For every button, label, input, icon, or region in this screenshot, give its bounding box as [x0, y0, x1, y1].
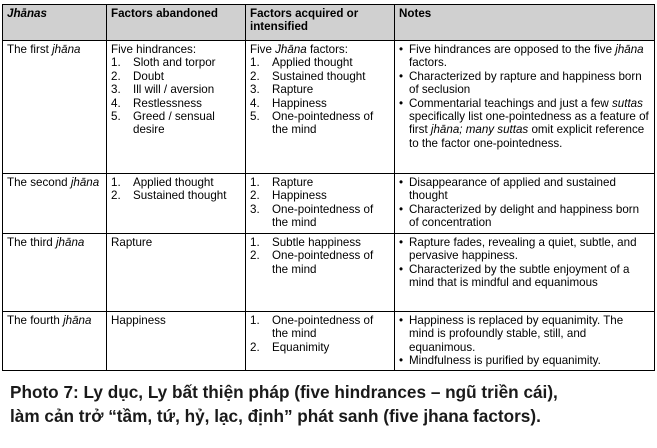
list-item: 3. Rapture — [250, 83, 314, 97]
cell-factors-abandoned: Happiness — [107, 312, 246, 371]
list-item: • Disappearance of applied and sustained thought — [399, 176, 616, 203]
list-item: 4. Restlessness — [111, 96, 202, 110]
cell-notes — [395, 234, 655, 312]
list-item: 1. Subtle happiness — [250, 236, 361, 249]
cell-factors-acquired — [246, 234, 395, 312]
cell-notes — [395, 312, 655, 371]
caption-line-2: làm cản trở “tầm, tứ, hỷ, lạc, định” phát sanh (five jhana factors). — [10, 406, 541, 426]
cell-notes — [395, 174, 655, 234]
cell-factors-acquired — [246, 312, 395, 371]
list-item: • Rapture fades, revealing a quiet, subtle, and pervasive happiness. — [399, 236, 637, 263]
table-row-fourth-jhana — [3, 312, 655, 371]
table-row-first-jhana — [3, 41, 655, 174]
table-row-second-jhana — [3, 174, 655, 234]
cell-jhana-name: The first jhāna — [3, 41, 107, 174]
table-row-third-jhana — [3, 234, 655, 312]
cell-factors-abandoned — [107, 174, 246, 234]
photo-caption — [10, 380, 655, 428]
list-item: 5. Greed / sensual desire — [111, 110, 215, 137]
list-item: 2. Sustained thought — [111, 189, 227, 203]
list-item: • Mindfulness is purified by equanimity. — [399, 354, 601, 368]
list-item: 2. Equanimity — [250, 340, 330, 354]
list-item: 2. Happiness — [250, 189, 327, 203]
list-item: • Happiness is replaced by equanimity. The mind is profoundly stable, still, and equanimous. — [399, 314, 624, 354]
list-item: 2. One-pointedness of the mind — [250, 249, 374, 276]
list-item: 1. Rapture — [250, 176, 314, 189]
cell-jhana-name: The fourth jhāna — [3, 312, 107, 371]
caption-line-1: Photo 7: Ly dục, Ly bất thiện pháp (five hindrances – ngũ triền cái), — [10, 382, 558, 402]
header-jhanas: Jhānas — [3, 5, 107, 41]
list-item: • Characterized by the subtle enjoyment of a mind that is mindful and equanimous — [399, 262, 630, 290]
header-notes: Notes — [395, 5, 655, 41]
cell-factors-acquired — [246, 41, 395, 174]
list-item: 1. One-pointedness of the mind — [250, 314, 374, 341]
cell-factors-abandoned — [107, 41, 246, 174]
header-factors-abandoned: Factors abandoned — [107, 5, 246, 41]
cell-notes — [395, 41, 655, 174]
list-item: • Commentarial teachings and just a few suttas specifically list one-pointedness as a feature of first jhāna; many suttas omit explicit reference to the factor one-pointedness. — [399, 96, 649, 150]
list-item: 2. Doubt — [111, 69, 164, 83]
list-item: 3. Ill will / aversion — [111, 83, 215, 97]
list-item: 3. One-pointedness of the mind — [250, 202, 374, 230]
header-factors-acquired: Factors acquired or intensified — [246, 5, 395, 41]
list-item: • Characterized by rapture and happiness born of seclusion — [399, 69, 642, 97]
abandoned-intro: Five hindrances: — [111, 43, 197, 56]
acquired-intro: Five Jhāna factors: — [250, 43, 348, 56]
jhana-table — [2, 4, 655, 371]
cell-factors-abandoned: Rapture — [107, 234, 246, 312]
cell-factors-acquired — [246, 174, 395, 234]
list-item: 1. Sloth and torpor — [111, 56, 216, 70]
list-item: 5. One-pointedness of the mind — [250, 110, 374, 137]
table-header-row — [3, 5, 655, 41]
list-item: 1. Applied thought — [111, 176, 214, 189]
cell-jhana-name: The second jhāna — [3, 174, 107, 234]
list-item: 4. Happiness — [250, 96, 327, 110]
list-item: 1. Applied thought — [250, 56, 353, 70]
list-item: • Characterized by delight and happiness born of concentration — [399, 202, 640, 230]
list-item: 2. Sustained thought — [250, 69, 366, 83]
cell-jhana-name: The third jhāna — [3, 234, 107, 312]
list-item: • Five hindrances are opposed to the five jhāna factors. — [399, 43, 644, 70]
